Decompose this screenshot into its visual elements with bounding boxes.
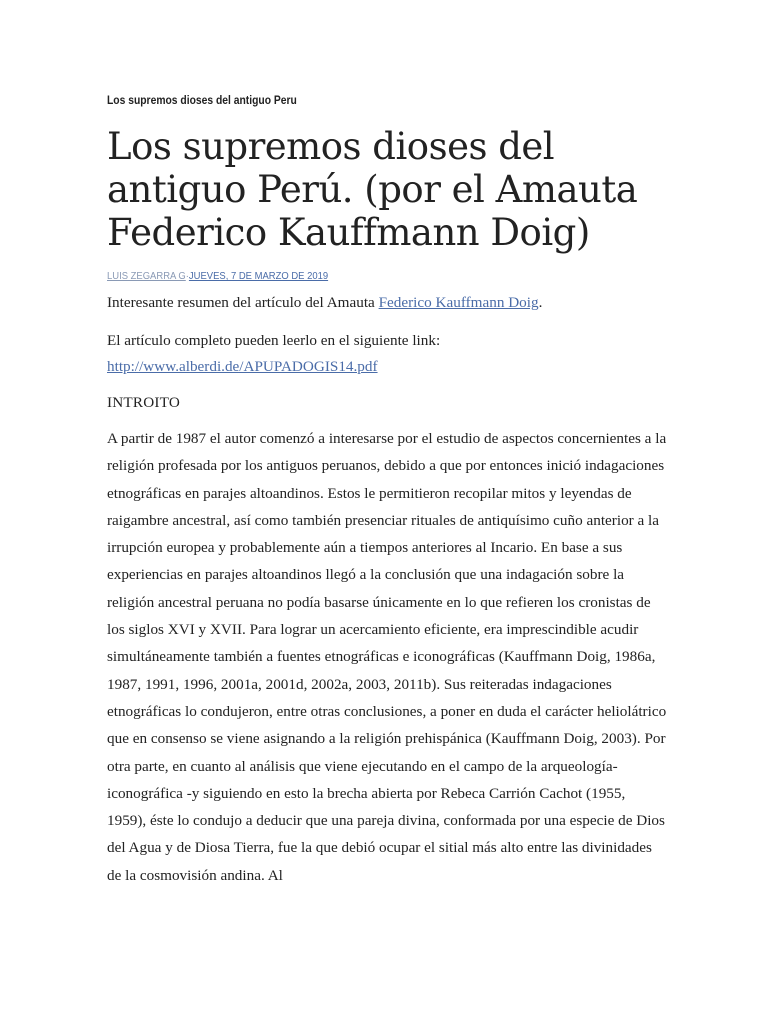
intro-paragraph (107, 292, 667, 314)
blog-name[interactable]: Los supremos dioses del antiguo Peru (107, 93, 297, 107)
post-title: Los supremos dioses del antiguo Perú. (por el Amauta Federico Kauffmann Doig) (107, 125, 638, 254)
section-heading: INTROITO (107, 394, 181, 411)
intro-end: . (538, 294, 543, 311)
pdf-link[interactable]: http://www.alberdi.de/APUPADOGIS14.pdf (107, 358, 378, 375)
author-link[interactable]: LUIS ZEGARRA G (107, 270, 186, 282)
post-meta (107, 270, 328, 282)
post-body (107, 292, 667, 889)
body-paragraph: A partir de 1987 el autor comenzó a interesarse por el estudio de aspectos concernientes a la religión profesada por los antiguos peruanos, debido a que por entonces inició indagaciones etnográficas en parajes altoandinos. Estos le permitieron recopilar mitos y leyendas de raigambre ancestral, así como también presenciar rituales de antiquísimo cuño anterior a la irrupción europea y probablemente aún a tiempos anteriores al Incario. En base a sus experiencias en parajes altoandinos llegó a la conclusión que una indagación sobre la religión ancestral peruana no podía basarse únicamente en lo que refieren los cronistas de los siglos XVI y XVII. Para lograr un acercamiento eficiente, era imprescindible acudir simultáneamente también a fuentes etnográficas e iconográficas (Kauffmann Doig, 1986a, 1987, 1991, 1996, 2001a, 2001d, 2002a, 2003, 2011b). Sus reiteradas indagaciones etnográficas lo condujeron, entre otras conclusiones, a poner en duda el carácter heliolátrico que en consenso se viene asignando a la religión prehispánica (Kauffmann Doig, 2003). Por otra parte, en cuanto al análisis que viene ejecutando en el campo de la arqueología-iconográfica -y siguiendo en esto la brecha abierta por Rebeca Carrión Cachot (1955, 1959), éste lo condujo a deducir que una pareja divina, conformada por una especie de Dios del Agua y de Diosa Tierra, fue la que debió ocupar el sitial más alto entre las divinidades de la cosmovisión andina. Al (107, 430, 667, 884)
intro-text: Interesante resumen del artículo del Amauta (107, 294, 379, 311)
meta-separator: · (185, 270, 189, 282)
link-paragraph (107, 328, 667, 380)
link-lead-text: El artículo completo pueden leerlo en el siguiente link: (107, 332, 441, 349)
author-article-link[interactable]: Federico Kauffmann Doig (378, 294, 539, 311)
date-link[interactable]: JUEVES, 7 DE MARZO DE 2019 (188, 270, 329, 282)
